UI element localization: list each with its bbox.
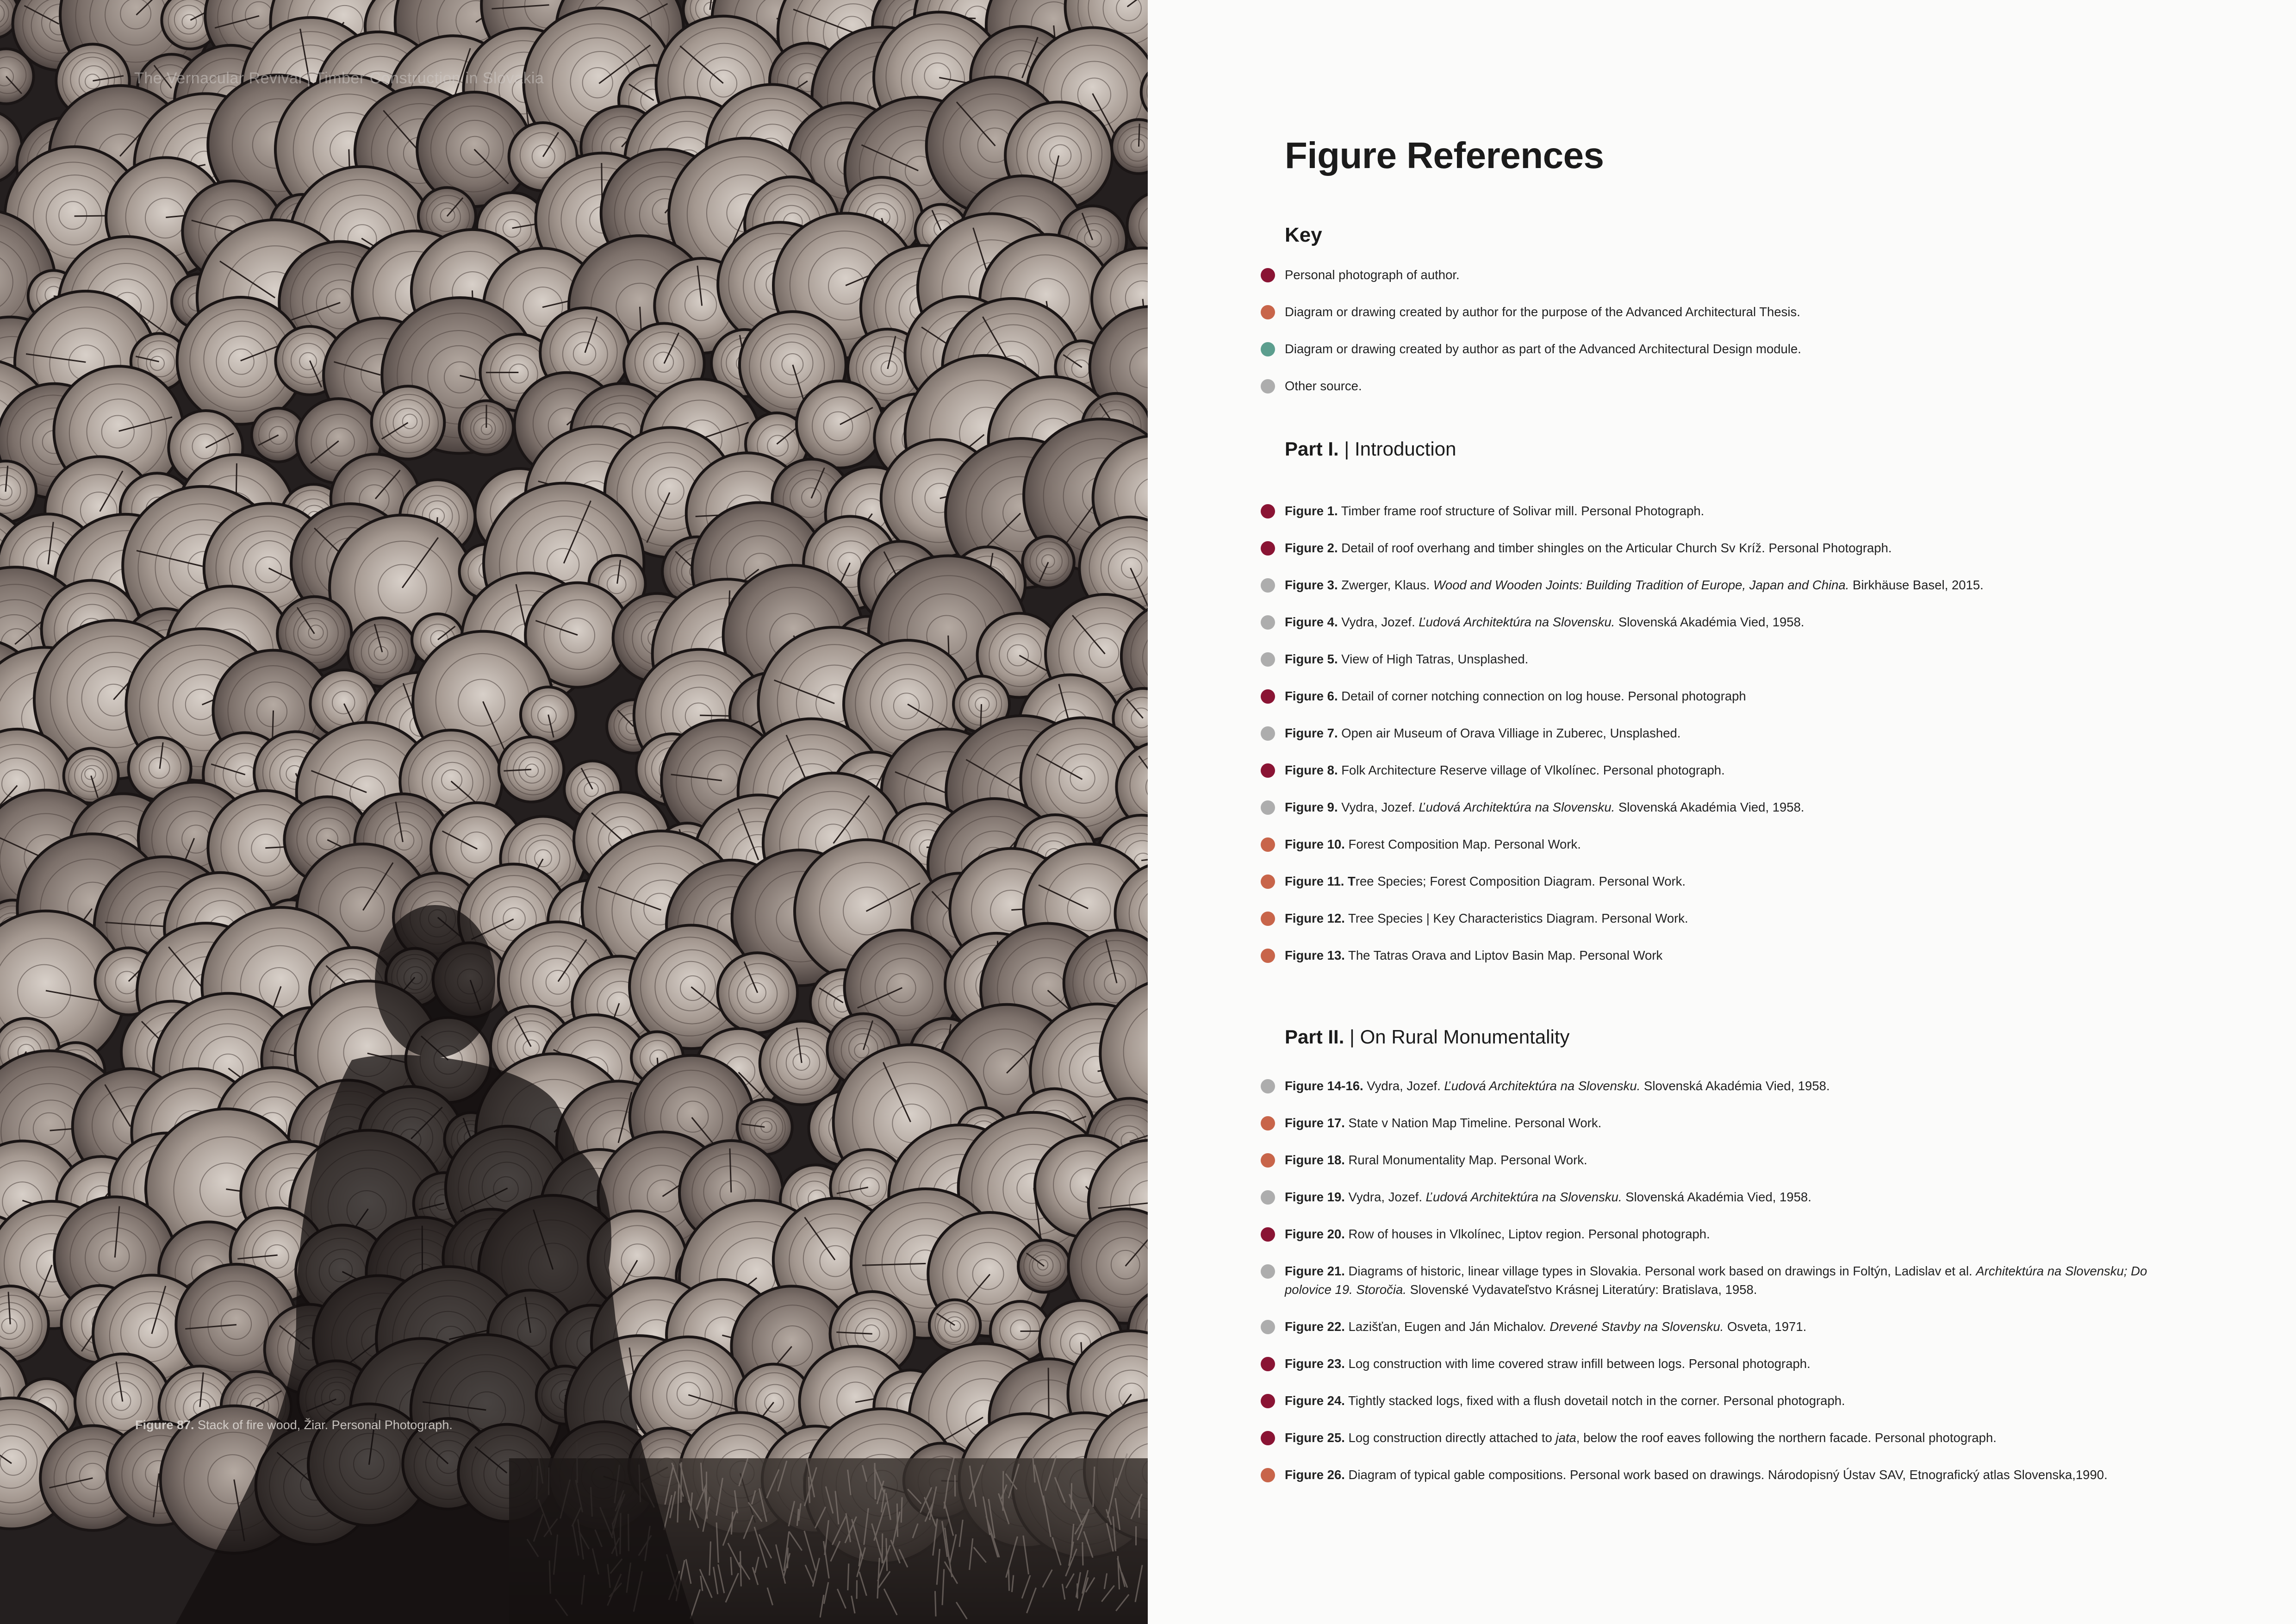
figure-number: Figure 26.	[1285, 1468, 1345, 1482]
key-item-text: Diagram or drawing created by author as part of the Advanced Architectural Design module.	[1285, 342, 1801, 356]
figure-entry	[1285, 539, 2187, 557]
key-item	[1285, 303, 2187, 321]
figure-entry	[1285, 650, 2187, 668]
figure-source-dot-icon	[1261, 615, 1275, 630]
key-dot-icon	[1261, 379, 1275, 394]
figure-entry	[1285, 1114, 2187, 1132]
part1-title: | Introduction	[1338, 438, 1456, 460]
figure-text: Tightly stacked logs, fixed with a flush dovetail notch in the corner. Personal photograph.	[1344, 1393, 1845, 1408]
figure-number: Figure 12.	[1285, 911, 1345, 925]
figure-number: Figure 23.	[1285, 1356, 1345, 1371]
figure-entry	[1285, 687, 2187, 706]
figure-number: Figure 2.	[1285, 541, 1338, 555]
part2-label: Part II.	[1285, 1026, 1344, 1048]
figure-text-tail: Slovenská Akadémia Vied, 1958.	[1640, 1079, 1830, 1093]
figure-title-italic: Wood and Wooden Joints: Building Tradition of Europe, Japan and China.	[1433, 578, 1849, 592]
figure-text: Open air Museum of Orava Villiage in Zuberec, Unsplashed.	[1338, 726, 1681, 740]
figure-text: View of High Tatras, Unsplashed.	[1338, 652, 1529, 666]
figure-source-dot-icon	[1261, 504, 1275, 518]
figure-text: Detail of corner notching connection on log house. Personal photograph	[1338, 689, 1746, 703]
part2-heading	[1285, 1026, 1570, 1048]
key-item	[1285, 266, 2187, 284]
figure-entry	[1285, 576, 2187, 594]
figure-text: Forest Composition Map. Personal Work.	[1344, 837, 1581, 851]
figure-number: Figure 18.	[1285, 1153, 1345, 1167]
figure-source-dot-icon	[1261, 874, 1275, 889]
figure-number: Figure 11. T	[1285, 874, 1356, 888]
figure-source-dot-icon	[1261, 1227, 1275, 1242]
part1-label: Part I.	[1285, 438, 1339, 460]
key-dot-icon	[1261, 268, 1275, 282]
figure-number: Figure 8.	[1285, 763, 1338, 777]
figure-number: Figure 20.	[1285, 1227, 1345, 1241]
figure-number: Figure 3.	[1285, 578, 1338, 592]
figure-text: Timber frame roof structure of Solivar mill. Personal Photograph.	[1338, 504, 1705, 518]
figure-text-tail: Slovenská Akadémia Vied, 1958.	[1615, 615, 1804, 629]
figure-text-tail: Slovenská Akadémia Vied, 1958.	[1615, 800, 1804, 814]
figure-number: Figure 17.	[1285, 1116, 1345, 1130]
figure-text: Vydra, Jozef.	[1338, 615, 1419, 629]
figure-title-italic: Ľudová Architektúra na Slovensku.	[1444, 1079, 1641, 1093]
figure-entry	[1285, 724, 2187, 743]
figure-text: Row of houses in Vlkolínec, Liptov region. Personal photograph.	[1344, 1227, 1710, 1241]
figure-entry	[1285, 1077, 2187, 1095]
figure-source-dot-icon	[1261, 726, 1275, 741]
figure-text-tail: Birkhäuse Basel, 2015.	[1849, 578, 1984, 592]
figure-title-italic: jata	[1556, 1430, 1576, 1445]
figure-number: Figure 24.	[1285, 1393, 1345, 1408]
figure-entry	[1285, 1392, 2187, 1410]
key-item-text: Diagram or drawing created by author for the purpose of the Advanced Architectural Thesis.	[1285, 305, 1800, 319]
figure-source-dot-icon	[1261, 912, 1275, 926]
figure-source-dot-icon	[1261, 578, 1275, 593]
figure-number: Figure 7.	[1285, 726, 1338, 740]
figure-source-dot-icon	[1261, 837, 1275, 852]
figure-entry	[1285, 761, 2187, 780]
part1-heading	[1285, 438, 1456, 460]
figure-text-tail: Slovenská Akadémia Vied, 1958.	[1622, 1190, 1811, 1204]
figure-source-dot-icon	[1261, 652, 1275, 667]
photo-caption-text: Stack of fire wood, Žiar. Personal Photograph.	[194, 1418, 453, 1432]
figure-text: Lazišťan, Eugen and Ján Michalov.	[1344, 1319, 1550, 1334]
photo-caption	[135, 1418, 453, 1432]
figure-source-dot-icon	[1261, 541, 1275, 556]
figure-number: Figure 14-16.	[1285, 1079, 1363, 1093]
figure-text: State v Nation Map Timeline. Personal Work.	[1344, 1116, 1602, 1130]
key-item	[1285, 340, 2187, 358]
figure-entry	[1285, 1318, 2187, 1336]
figure-entry	[1285, 1262, 2187, 1299]
figure-number: Figure 5.	[1285, 652, 1338, 666]
figure-number: Figure 10.	[1285, 837, 1345, 851]
figure-text-tail: , below the roof eaves following the northern facade. Personal photograph.	[1576, 1430, 1997, 1445]
figure-entry	[1285, 798, 2187, 817]
figure-source-dot-icon	[1261, 1190, 1275, 1205]
figure-source-dot-icon	[1261, 1079, 1275, 1093]
figure-text: Diagrams of historic, linear village types in Slovakia. Personal work based on drawings in Foltýn, Ladislav et al.	[1344, 1264, 1976, 1278]
part2-title: | On Rural Monumentality	[1344, 1026, 1570, 1048]
key-item	[1285, 377, 2187, 395]
figure-text-tail: Osveta, 1971.	[1724, 1319, 1807, 1334]
figure-text: Rural Monumentality Map. Personal Work.	[1344, 1153, 1587, 1167]
figure-entry	[1285, 1355, 2187, 1373]
figure-text: Zwerger, Klaus.	[1338, 578, 1433, 592]
figure-entry	[1285, 1151, 2187, 1169]
figure-entry	[1285, 1188, 2187, 1206]
figure-source-dot-icon	[1261, 949, 1275, 963]
figure-entry	[1285, 613, 2187, 631]
figure-number: Figure 1.	[1285, 504, 1338, 518]
key-item-text: Personal photograph of author.	[1285, 268, 1460, 282]
figure-text: Vydra, Jozef.	[1344, 1190, 1426, 1204]
figure-source-dot-icon	[1261, 1431, 1275, 1445]
figure-source-dot-icon	[1261, 1264, 1275, 1279]
figure-text: Folk Architecture Reserve village of Vlkolínec. Personal photograph.	[1338, 763, 1725, 777]
running-head: The Vernacular Revival | Timber Construction in Slovakia	[134, 69, 544, 87]
figure-text: Vydra, Jozef.	[1338, 800, 1419, 814]
figure-number: Figure 21.	[1285, 1264, 1345, 1278]
figure-source-dot-icon	[1261, 1153, 1275, 1168]
figure-source-dot-icon	[1261, 1394, 1275, 1408]
figure-text: Detail of roof overhang and timber shingles on the Articular Church Sv Kríž. Personal Photograph.	[1338, 541, 1892, 555]
figure-text: Tree Species | Key Characteristics Diagram. Personal Work.	[1344, 911, 1688, 925]
figure-source-dot-icon	[1261, 1116, 1275, 1131]
figure-entry	[1285, 872, 2187, 891]
figure-source-dot-icon	[1261, 689, 1275, 704]
key-heading: Key	[1285, 224, 1322, 246]
figure-text-tail: Slovenské Vydavateľstvo Krásnej Literatúry: Bratislava, 1958.	[1406, 1282, 1757, 1297]
figure-title-italic: Ľudová Architektúra na Slovensku.	[1419, 800, 1615, 814]
figure-text: ree Species; Forest Composition Diagram. Personal Work.	[1355, 874, 1686, 888]
figure-title-italic: Ľudová Architektúra na Slovensku.	[1419, 615, 1615, 629]
figure-source-dot-icon	[1261, 1468, 1275, 1482]
figure-number: Figure 13.	[1285, 948, 1345, 962]
figure-title-italic: Architektúra na Slovensku; Do polovice 19. Storočia.	[1285, 1264, 2147, 1297]
figure-number: Figure 4.	[1285, 615, 1338, 629]
figure-text: Vydra, Jozef.	[1363, 1079, 1444, 1093]
figure-text: Diagram of typical gable compositions. Personal work based on drawings. Národopisný Ústav SAV, Etnografický atlas Slovenska,1990.	[1344, 1468, 2108, 1482]
photo-caption-label: Figure 87.	[135, 1418, 194, 1432]
figure-entry	[1285, 1225, 2187, 1243]
text-page	[1148, 0, 2296, 1624]
figure-entry	[1285, 502, 2187, 520]
key-dot-icon	[1261, 342, 1275, 356]
figure-source-dot-icon	[1261, 763, 1275, 778]
figure-number: Figure 9.	[1285, 800, 1338, 814]
figure-number: Figure 25.	[1285, 1430, 1345, 1445]
figure-text: Log construction with lime covered straw infill between logs. Personal photograph.	[1344, 1356, 1811, 1371]
figure-source-dot-icon	[1261, 1357, 1275, 1371]
figure-source-dot-icon	[1261, 800, 1275, 815]
figure-text: The Tatras Orava and Liptov Basin Map. Personal Work	[1344, 948, 1663, 962]
key-dot-icon	[1261, 305, 1275, 319]
figure-entry	[1285, 835, 2187, 854]
figure-entry	[1285, 909, 2187, 928]
figure-entry	[1285, 1429, 2187, 1447]
figure-source-dot-icon	[1261, 1320, 1275, 1334]
figure-number: Figure 6.	[1285, 689, 1338, 703]
figure-title-italic: Ľudová Architektúra na Slovensku.	[1425, 1190, 1622, 1204]
key-item-text: Other source.	[1285, 379, 1362, 393]
figure-text: Log construction directly attached to	[1344, 1430, 1556, 1445]
figure-number: Figure 19.	[1285, 1190, 1345, 1204]
page-title: Figure References	[1285, 135, 1604, 176]
figure-title-italic: Drevené Stavby na Slovensku.	[1549, 1319, 1724, 1334]
figure-number: Figure 22.	[1285, 1319, 1345, 1334]
figure-entry	[1285, 1466, 2187, 1484]
figure-entry	[1285, 946, 2187, 965]
